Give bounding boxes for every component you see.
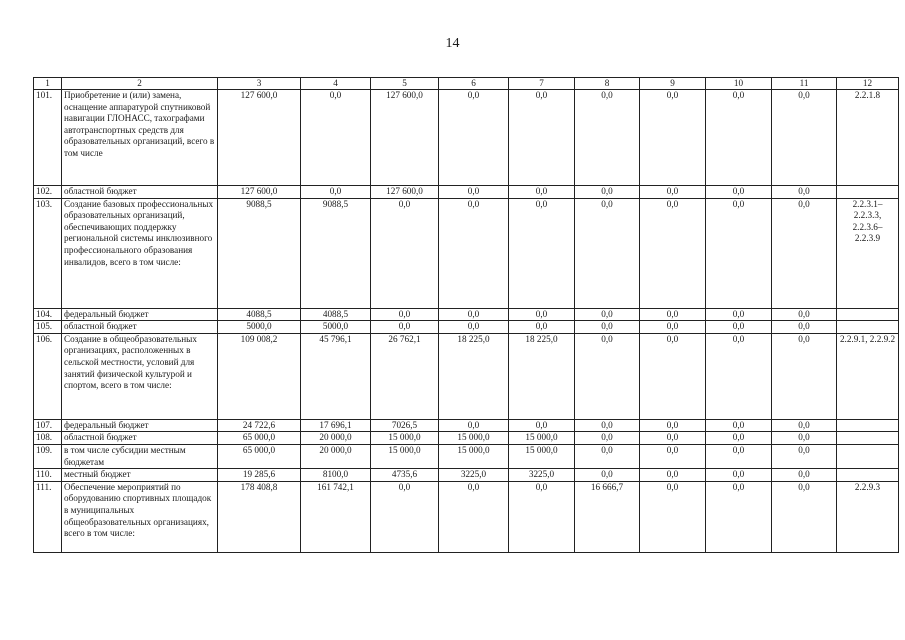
value-cell-11: 0,0 — [772, 333, 837, 419]
table-row — [34, 198, 899, 308]
value-cell-8: 0,0 — [575, 308, 640, 321]
value-cell-10: 0,0 — [706, 419, 772, 432]
value-cell-8: 0,0 — [575, 333, 640, 419]
code-cell — [837, 308, 899, 321]
value-cell-6: 0,0 — [439, 186, 509, 199]
item-name-cell: в том числе субсидии местным бюджетам — [62, 444, 218, 468]
value-cell-3: 4088,5 — [218, 308, 301, 321]
value-cell-9: 0,0 — [640, 90, 706, 186]
value-cell-5: 15 000,0 — [371, 432, 439, 445]
column-number-header: 2 — [62, 78, 218, 90]
column-number-header: 3 — [218, 78, 301, 90]
value-cell-4: 45 796,1 — [301, 333, 371, 419]
value-cell-9: 0,0 — [640, 419, 706, 432]
value-cell-3: 178 408,8 — [218, 481, 301, 552]
value-cell-8: 0,0 — [575, 198, 640, 308]
column-number-header: 9 — [640, 78, 706, 90]
value-cell-4: 5000,0 — [301, 321, 371, 334]
value-cell-4: 161 742,1 — [301, 481, 371, 552]
row-number-cell: 101. — [34, 90, 62, 186]
value-cell-8: 0,0 — [575, 321, 640, 334]
value-cell-10: 0,0 — [706, 469, 772, 482]
value-cell-4: 4088,5 — [301, 308, 371, 321]
value-cell-11: 0,0 — [772, 444, 837, 468]
value-cell-3: 127 600,0 — [218, 186, 301, 199]
row-number-cell: 103. — [34, 198, 62, 308]
value-cell-8: 0,0 — [575, 419, 640, 432]
value-cell-3: 127 600,0 — [218, 90, 301, 186]
table-row — [34, 186, 899, 199]
row-number-cell: 107. — [34, 419, 62, 432]
table-row — [34, 444, 899, 468]
value-cell-6: 15 000,0 — [439, 432, 509, 445]
item-name-cell: областной бюджет — [62, 432, 218, 445]
column-number-header: 5 — [371, 78, 439, 90]
value-cell-4: 9088,5 — [301, 198, 371, 308]
value-cell-11: 0,0 — [772, 198, 837, 308]
value-cell-7: 15 000,0 — [509, 444, 575, 468]
code-cell: 2.2.9.1, 2.2.9.2 — [837, 333, 899, 419]
value-cell-11: 0,0 — [772, 321, 837, 334]
value-cell-9: 0,0 — [640, 469, 706, 482]
value-cell-4: 8100,0 — [301, 469, 371, 482]
value-cell-5: 127 600,0 — [371, 186, 439, 199]
item-name-cell: федеральный бюджет — [62, 419, 218, 432]
value-cell-4: 20 000,0 — [301, 432, 371, 445]
value-cell-9: 0,0 — [640, 333, 706, 419]
value-cell-8: 0,0 — [575, 90, 640, 186]
value-cell-5: 0,0 — [371, 321, 439, 334]
value-cell-9: 0,0 — [640, 198, 706, 308]
item-name-cell: Создание базовых профессиональных образовательных организаций, обеспечивающих поддержку региональной системы инклюзивного профессионального образования инвалидов, всего в том числе: — [62, 198, 218, 308]
value-cell-10: 0,0 — [706, 90, 772, 186]
value-cell-7: 0,0 — [509, 321, 575, 334]
value-cell-11: 0,0 — [772, 481, 837, 552]
value-cell-9: 0,0 — [640, 321, 706, 334]
column-number-row — [34, 78, 899, 90]
value-cell-11: 0,0 — [772, 90, 837, 186]
table-row — [34, 308, 899, 321]
value-cell-5: 15 000,0 — [371, 444, 439, 468]
value-cell-5: 0,0 — [371, 481, 439, 552]
value-cell-6: 0,0 — [439, 308, 509, 321]
row-number-cell: 111. — [34, 481, 62, 552]
table-row — [34, 333, 899, 419]
column-number-header: 8 — [575, 78, 640, 90]
page-number: 14 — [445, 36, 460, 51]
table-row — [34, 321, 899, 334]
value-cell-5: 7026,5 — [371, 419, 439, 432]
value-cell-5: 127 600,0 — [371, 90, 439, 186]
row-number-cell: 110. — [34, 469, 62, 482]
value-cell-4: 20 000,0 — [301, 444, 371, 468]
value-cell-11: 0,0 — [772, 419, 837, 432]
column-number-header: 12 — [837, 78, 899, 90]
value-cell-11: 0,0 — [772, 308, 837, 321]
value-cell-6: 0,0 — [439, 419, 509, 432]
value-cell-3: 5000,0 — [218, 321, 301, 334]
value-cell-10: 0,0 — [706, 198, 772, 308]
row-number-cell: 106. — [34, 333, 62, 419]
value-cell-9: 0,0 — [640, 186, 706, 199]
table-row — [34, 90, 899, 186]
value-cell-6: 15 000,0 — [439, 444, 509, 468]
value-cell-7: 0,0 — [509, 90, 575, 186]
table-row — [34, 419, 899, 432]
row-number-cell: 104. — [34, 308, 62, 321]
value-cell-8: 0,0 — [575, 444, 640, 468]
item-name-cell: областной бюджет — [62, 321, 218, 334]
value-cell-11: 0,0 — [772, 469, 837, 482]
value-cell-5: 26 762,1 — [371, 333, 439, 419]
value-cell-7: 0,0 — [509, 419, 575, 432]
value-cell-5: 4735,6 — [371, 469, 439, 482]
value-cell-7: 0,0 — [509, 481, 575, 552]
value-cell-5: 0,0 — [371, 308, 439, 321]
value-cell-10: 0,0 — [706, 308, 772, 321]
column-number-header: 11 — [772, 78, 837, 90]
value-cell-10: 0,0 — [706, 432, 772, 445]
value-cell-10: 0,0 — [706, 321, 772, 334]
code-cell: 2.2.1.8 — [837, 90, 899, 186]
column-number-header: 7 — [509, 78, 575, 90]
value-cell-4: 0,0 — [301, 90, 371, 186]
column-number-header: 4 — [301, 78, 371, 90]
item-name-cell: местный бюджет — [62, 469, 218, 482]
value-cell-3: 65 000,0 — [218, 432, 301, 445]
code-cell — [837, 444, 899, 468]
value-cell-10: 0,0 — [706, 186, 772, 199]
value-cell-10: 0,0 — [706, 481, 772, 552]
value-cell-4: 17 696,1 — [301, 419, 371, 432]
value-cell-3: 109 008,2 — [218, 333, 301, 419]
code-cell — [837, 321, 899, 334]
value-cell-9: 0,0 — [640, 308, 706, 321]
value-cell-10: 0,0 — [706, 444, 772, 468]
row-number-cell: 102. — [34, 186, 62, 199]
column-number-header: 1 — [34, 78, 62, 90]
value-cell-7: 15 000,0 — [509, 432, 575, 445]
value-cell-6: 0,0 — [439, 198, 509, 308]
table-row — [34, 432, 899, 445]
value-cell-7: 0,0 — [509, 198, 575, 308]
code-cell — [837, 469, 899, 482]
value-cell-6: 0,0 — [439, 321, 509, 334]
item-name-cell: Создание в общеобразовательных организациях, расположенных в сельской местности, условий для занятий физической культурой и спортом, всего в том числе: — [62, 333, 218, 419]
value-cell-11: 0,0 — [772, 186, 837, 199]
item-name-cell: областной бюджет — [62, 186, 218, 199]
value-cell-3: 9088,5 — [218, 198, 301, 308]
value-cell-3: 19 285,6 — [218, 469, 301, 482]
code-cell: 2.2.9.3 — [837, 481, 899, 552]
table-row — [34, 469, 899, 482]
value-cell-8: 0,0 — [575, 186, 640, 199]
code-cell — [837, 419, 899, 432]
value-cell-10: 0,0 — [706, 333, 772, 419]
value-cell-4: 0,0 — [301, 186, 371, 199]
value-cell-9: 0,0 — [640, 444, 706, 468]
value-cell-7: 0,0 — [509, 308, 575, 321]
row-number-cell: 108. — [34, 432, 62, 445]
code-cell — [837, 432, 899, 445]
value-cell-8: 0,0 — [575, 432, 640, 445]
item-name-cell: Обеспечение мероприятий по оборудованию спортивных площадок в муниципальных общеобразовательных организациях, всего в том числе: — [62, 481, 218, 552]
row-number-cell: 109. — [34, 444, 62, 468]
item-name-cell: федеральный бюджет — [62, 308, 218, 321]
code-cell: 2.2.3.1– 2.2.3.3, 2.2.3.6– 2.2.3.9 — [837, 198, 899, 308]
value-cell-7: 3225,0 — [509, 469, 575, 482]
value-cell-6: 0,0 — [439, 481, 509, 552]
value-cell-7: 0,0 — [509, 186, 575, 199]
table-body — [34, 90, 899, 553]
column-number-header: 6 — [439, 78, 509, 90]
value-cell-3: 24 722,6 — [218, 419, 301, 432]
value-cell-8: 0,0 — [575, 469, 640, 482]
value-cell-6: 18 225,0 — [439, 333, 509, 419]
column-number-header: 10 — [706, 78, 772, 90]
value-cell-8: 16 666,7 — [575, 481, 640, 552]
row-number-cell: 105. — [34, 321, 62, 334]
budget-table — [33, 77, 899, 553]
value-cell-9: 0,0 — [640, 432, 706, 445]
code-cell — [837, 186, 899, 199]
table-row — [34, 481, 899, 552]
value-cell-6: 3225,0 — [439, 469, 509, 482]
item-name-cell: Приобретение и (или) замена, оснащение аппаратурой спутниковой навигации ГЛОНАСС, тахографами автотранспортных средств для образовательных организаций, всего в том числе — [62, 90, 218, 186]
value-cell-6: 0,0 — [439, 90, 509, 186]
value-cell-11: 0,0 — [772, 432, 837, 445]
value-cell-3: 65 000,0 — [218, 444, 301, 468]
value-cell-7: 18 225,0 — [509, 333, 575, 419]
value-cell-5: 0,0 — [371, 198, 439, 308]
value-cell-9: 0,0 — [640, 481, 706, 552]
